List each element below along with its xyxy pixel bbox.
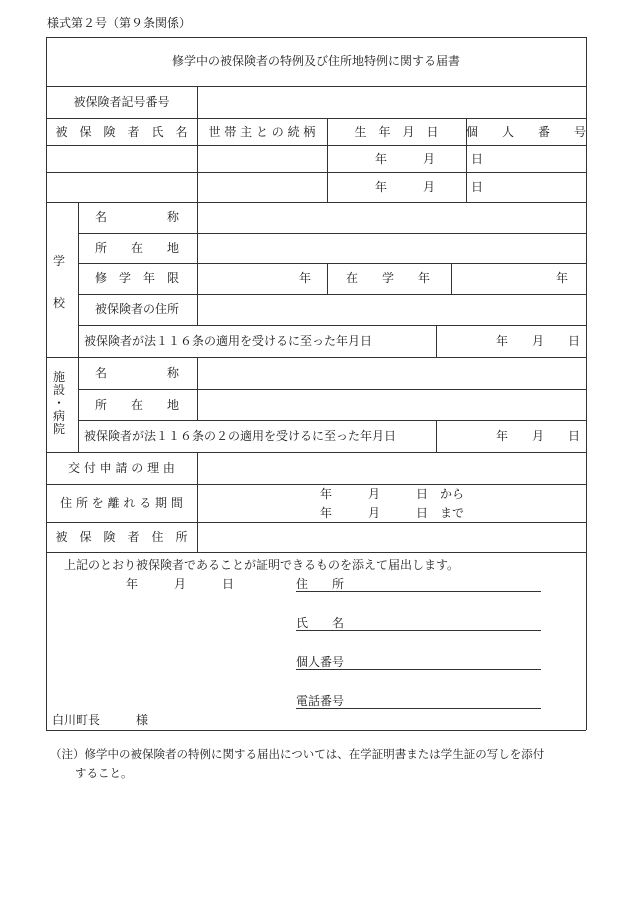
insured-address-label: 被 保 険 者 住 所	[55, 530, 188, 544]
relation-field-1[interactable]	[198, 146, 326, 171]
applicant-address-line[interactable]	[296, 591, 541, 592]
school-insured-address-label: 被保険者の住所	[95, 302, 180, 316]
period-from-field[interactable]: 年 月 日 から	[320, 487, 465, 501]
insured-address-field[interactable]	[198, 523, 585, 551]
applicant-name-line[interactable]	[296, 630, 541, 631]
facility-name-field[interactable]	[198, 358, 585, 388]
note-line-2: すること。	[75, 766, 133, 780]
in-school-label: 在 学 年	[346, 271, 431, 285]
applicant-phone-label: 電話番号	[296, 694, 345, 708]
school-applied-date-label: 被保険者が法１１６条の適用を受けるに至った年月日	[84, 334, 373, 348]
birthdate-field-1[interactable]: 年 月 日	[375, 152, 484, 166]
facility-applied-date-label: 被保険者が法１１６条の２の適用を受けるに至った年月日	[84, 429, 397, 443]
header-name: 被 保 険 者 氏 名	[55, 125, 188, 139]
facility-applied-date-field[interactable]: 年 月 日	[496, 429, 581, 443]
applicant-personal-number-line[interactable]	[296, 669, 541, 670]
applicant-phone-line[interactable]	[296, 708, 541, 709]
declaration-date-field[interactable]: 年 月 日	[126, 577, 235, 591]
header-personal-number: 個 人 番 号	[466, 125, 587, 139]
school-name-label: 名 称	[95, 210, 180, 224]
school-years-field[interactable]: 年	[299, 271, 312, 285]
addressee: 白川町長 様	[52, 713, 149, 727]
personal-number-field-1[interactable]	[467, 146, 585, 171]
period-to-field[interactable]: 年 月 日 まで	[320, 506, 465, 520]
insured-number-field[interactable]	[198, 87, 585, 117]
applicant-address-label: 住 所	[296, 577, 345, 591]
applicant-name-label: 氏 名	[296, 616, 345, 630]
school-insured-address-field[interactable]	[198, 295, 585, 324]
period-label: 住 所 を 離 れ る 期 間	[60, 496, 183, 510]
reason-label: 交 付 申 請 の 理 由	[68, 461, 175, 475]
reason-field[interactable]	[198, 453, 585, 483]
insured-name-field-2[interactable]	[47, 173, 196, 201]
school-years-label: 修 学 年 限	[95, 271, 180, 285]
school-address-field[interactable]	[198, 234, 585, 262]
declaration-text: 上記のとおり被保険者であることが証明できるものを添えて届出します。	[64, 558, 460, 572]
school-name-field[interactable]	[198, 203, 585, 232]
birthdate-field-2[interactable]: 年 月 日	[375, 180, 484, 194]
facility-address-label: 所 在 地	[95, 398, 180, 412]
form-title: 修学中の被保険者の特例及び住所地特例に関する届書	[171, 54, 460, 68]
relation-field-2[interactable]	[198, 173, 326, 201]
header-birthdate: 生 年 月 日	[354, 125, 439, 139]
facility-name-label: 名 称	[95, 366, 180, 380]
insured-number-label: 被保険者記号番号	[73, 95, 170, 109]
facility-section-label: 施 設 ・ 病 院	[53, 370, 66, 436]
insured-name-field-1[interactable]	[47, 146, 196, 171]
header-relation: 世 帯 主 と の 続 柄	[208, 125, 316, 139]
school-address-label: 所 在 地	[95, 241, 180, 255]
personal-number-field-2[interactable]	[467, 173, 585, 201]
school-applied-date-field[interactable]: 年 月 日	[496, 334, 581, 348]
school-section-label: 学 校	[53, 254, 66, 310]
in-school-year-field[interactable]: 年	[556, 271, 569, 285]
note-line-1: （注）修学中の被保険者の特例に関する届出については、在学証明書または学生証の写しを添付	[50, 747, 545, 761]
form-number-label: 様式第２号（第９条関係）	[47, 16, 192, 30]
applicant-personal-number-label: 個人番号	[296, 655, 345, 669]
facility-address-field[interactable]	[198, 390, 585, 419]
